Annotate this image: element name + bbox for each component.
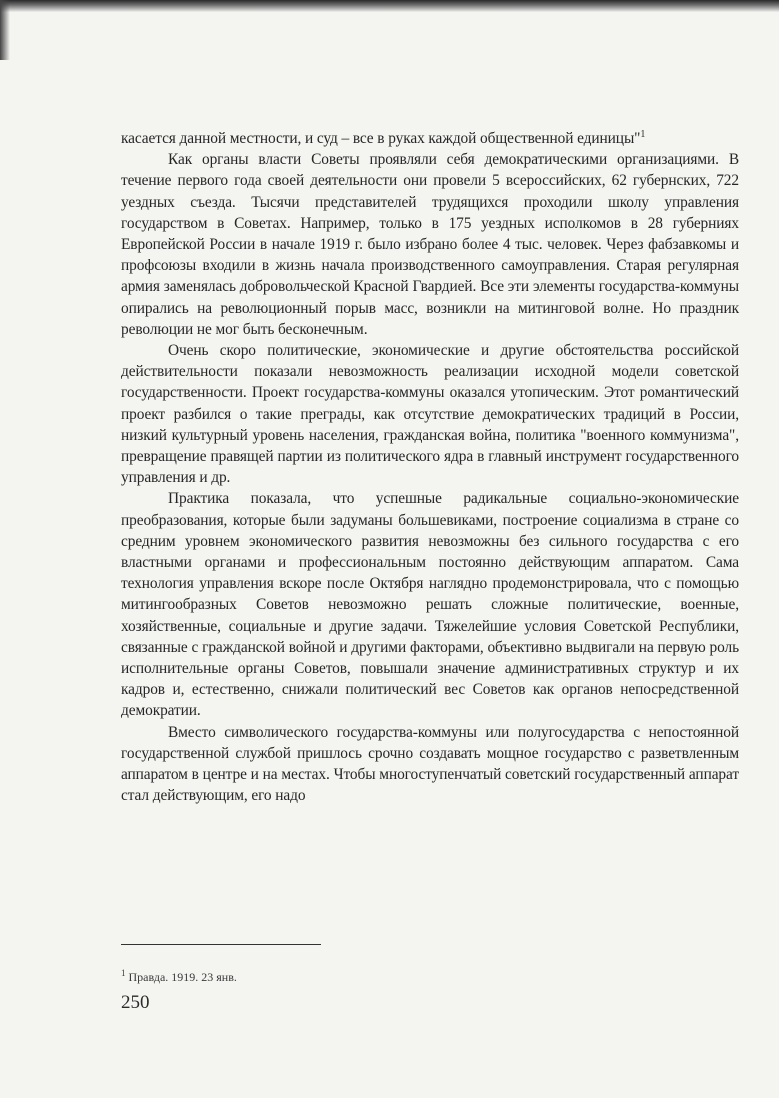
footnote-reference[interactable]: 1 xyxy=(640,128,646,140)
paragraph-continuation xyxy=(121,128,739,149)
page-number: 250 xyxy=(121,992,150,1013)
paragraph-text: касается данной местности, и суд – все в руках каждой общественной единицы" xyxy=(121,130,641,147)
footnote-divider xyxy=(121,944,321,945)
footnote-text: Правда. 1919. 23 янв. xyxy=(128,970,237,984)
paragraph-commune-utopia: Очень скоро политические, экономические и другие обстоятельства российской действительности показали невозможность реализации исходной модели советской государственности. Проект государства-коммуны оказался утопическим. Этот романтический проект разбился о такие преграды, как отсутствие демократических традиций в России, низкий культурный уровень населения, гражданская война, политика "военного коммунизма", превращение правящей партии из политического ядра в главный инструмент государственного управления и др. xyxy=(121,342,739,487)
footnote xyxy=(121,968,237,985)
paragraph-strong-state: Практика показала, что успешные радикальные социально-экономические преобразования, которые были задуманы большевиками, построение социализма в стране со средним уровнем экономического развития невозможны без сильного государства с его властными органами и профессиональным постоянно действующим аппаратом. Сама технология управления вскоре после Октября наглядно продемонстрировала, что с помощью митингообразных Советов невозможно решать сложные политические, военные, хозяйственные, социальные и другие задачи. Тяжелейшие условия Советской Республики, связанные с гражданской войной и другими факторами, объективно выдвигали на первую роль исполнительные органы Советов, повышали значение административных структур и их кадров и, естественно, снижали политический вес Советов как органов непосредственной демократии. xyxy=(121,490,739,720)
scan-border-left xyxy=(0,0,10,60)
paragraph-soviets-democracy: Как органы власти Советы проявляли себя демократическими организациями. В течение первого года своей деятельности они провели 5 всероссийских, 62 губернских, 722 уездных съезда. Тысячи представителей трудящихся проходили школу управления государством в Советах. Например, только в 175 уездных исполкомов в 28 губерниях Европейской России в начале 1919 г. было избрано более 4 тыс. человек. Через фабзавкомы и профсоюзы входили в жизнь начала производственного самоуправления. Старая регулярная армия заменялась добровольческой Красной Гвардией. Все эти элементы государства-коммуны опирались на революционный порыв масс, возникли на митинговой волне. Но праздник революции не мог быть бесконечным. xyxy=(121,151,739,338)
paragraph-apparatus: Вместо символического государства-коммуны или полугосударства с непостоянной государственной службой пришлось срочно создавать мощное государство с разветвленным аппаратом в центре и на местах. Чтобы многоступенчатый советский государственный аппарат стал действующим, его надо xyxy=(121,723,739,805)
scan-border-top xyxy=(0,0,779,12)
page-body xyxy=(121,128,739,807)
footnote-mark: 1 xyxy=(121,968,126,978)
